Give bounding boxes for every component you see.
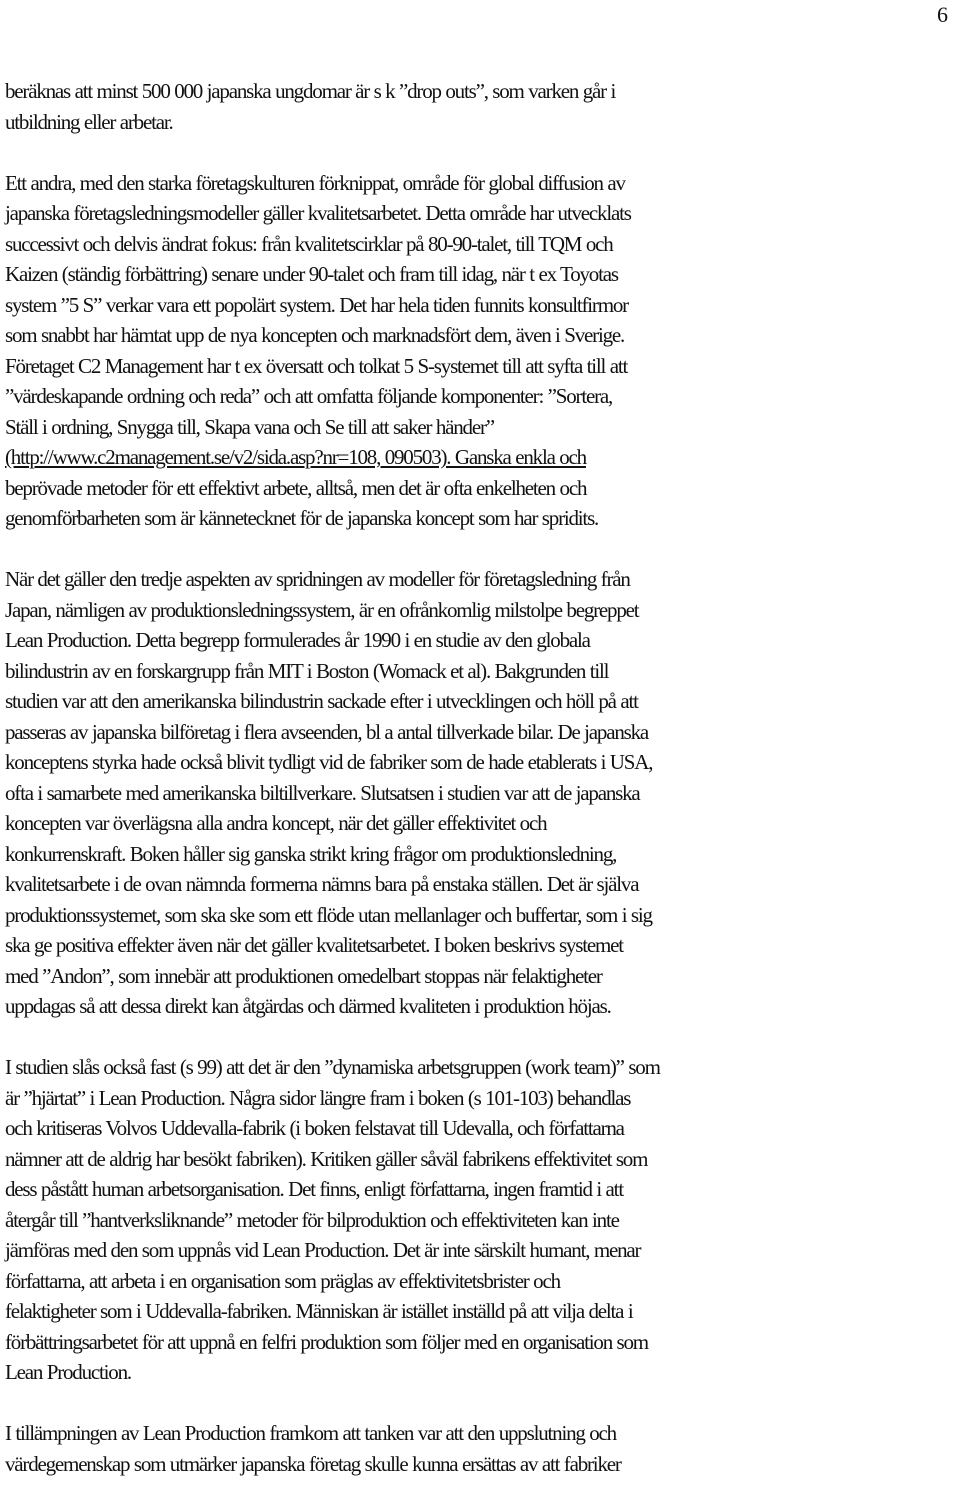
text-line: ”värdeskapande ordning och reda” och att omfatta följande komponenter: ”Sortera, [5, 384, 613, 408]
text-line: När det gäller den tredje aspekten av spridningen av modeller för företagsledning från [5, 567, 630, 591]
paragraph-work-team [5, 1052, 957, 1388]
text-line: Japan, nämligen av produktionsledningssystem, är en ofrånkomlig milstolpe begreppet [5, 597, 639, 622]
text-line: och kritiseras Volvos Uddevalla-fabrik (i boken felstavat till Udevalla, och författarna [5, 1116, 624, 1140]
reference-link-line[interactable]: (http://www.c2management.se/v2/sida.asp?nr=108, 090503). Ganska enkla och [5, 445, 586, 469]
text-line: Lean Production. [5, 1360, 131, 1384]
text-line: värdegemenskap som utmärker japanska företag skulle kunna ersättas av att fabriker [5, 1451, 621, 1476]
paragraph-lean-production [5, 564, 957, 1022]
text-line: med ”Andon”, som innebär att produktionen omedelbart stoppas när felaktigheter [5, 963, 602, 988]
text-line: produktionssystemet, som ska ske som ett flöde utan mellanlager och buffertar, som i sig [5, 902, 652, 927]
text-line: nämner att de aldrig har besökt fabriken). Kritiken gäller såväl fabrikens effektivitet som [5, 1146, 648, 1171]
document-body [5, 76, 957, 1510]
text-line: I studien slås också fast (s 99) att det är den ”dynamiska arbetsgruppen (work team)” som [5, 1055, 660, 1079]
text-line: felaktigheter som i Uddevalla-fabriken. Människan är istället inställd på att vilja delta i [5, 1299, 633, 1323]
text-line: passeras av japanska bilföretag i flera avseenden, bl a antal tillverkade bilar. De japanska [5, 719, 649, 744]
paragraph-drop-outs [5, 76, 957, 137]
paragraph-quality-work [5, 168, 957, 534]
text-line: återgår till ”hantverksliknande” metoder för bilproduktion och effektiviteten kan inte [5, 1207, 619, 1232]
text-line: koncepten var överlägsna alla andra koncept, när det gäller effektivitet och [5, 811, 547, 835]
text-line: ska ge positiva effekter även när det gäller kvalitetsarbetet. I boken beskrivs systemet [5, 933, 623, 957]
text-line: beprövade metoder för ett effektivt arbete, alltså, men det är ofta enkelheten och [5, 475, 587, 500]
text-line: är ”hjärtat” i Lean Production. Några sidor längre fram i boken (s 101-103) behandlas [5, 1085, 631, 1110]
text-line: utbildning eller arbetar. [5, 109, 173, 134]
text-line: konkurrenskraft. Boken håller sig ganska strikt kring frågor om produktionsledning, [5, 841, 617, 866]
text-line: beräknas att minst 500 000 japanska ungdomar är s k ”drop outs”, som varken går i [5, 79, 616, 103]
text-line: Ett andra, med den starka företagskulturen förknippat, område för global diffusion av [5, 170, 625, 195]
text-line: Ställ i ordning, Snygga till, Skapa vana och Se till att saker händer” [5, 414, 494, 439]
text-line: författarna, att arbeta i en organisation som präglas av effektivitetsbrister och [5, 1268, 560, 1293]
text-line: Företaget C2 Management har t ex översatt och tolkat 5 S-systemet till att syfta till att [5, 353, 628, 378]
text-line: ofta i samarbete med amerikanska biltillverkare. Slutsatsen i studien var att de japanska [5, 780, 640, 805]
text-line: konceptens styrka hade också blivit tydligt vid de fabriker som de hade etablerats i USA, [5, 750, 653, 774]
text-line: japanska företagsledningsmodeller gäller kvalitetsarbetet. Detta område har utvecklats [5, 201, 631, 225]
text-line: jämföras med den som uppnås vid Lean Production. Det är inte särskilt humant, menar [5, 1238, 641, 1262]
text-line: I tillämpningen av Lean Production framkom att tanken var att den uppslutning och [5, 1421, 616, 1445]
text-line: uppdagas så att dessa direkt kan åtgärdas och därmed kvaliteten i produktion höjas. [5, 994, 611, 1018]
text-line: förbättringsarbetet för att uppnå en felfri produktion som följer med en organisation som [5, 1329, 648, 1354]
text-line: bilindustrin av en forskargrupp från MIT i Boston (Womack et al). Bakgrunden till [5, 658, 609, 683]
text-line: system ”5 S” verkar vara ett popolärt system. Det har hela tiden funnits konsultfirmor [5, 292, 628, 317]
page-number: 6 [937, 2, 948, 27]
text-line: successivt och delvis ändrat fokus: från kvalitetscirklar på 80-90-talet, till TQM och [5, 231, 613, 256]
text-line: dess påstått human arbetsorganisation. Det finns, enligt författarna, ingen framtid i att [5, 1177, 623, 1201]
text-line: som snabbt har hämtat upp de nya koncepten och marknadsfört dem, även i Sverige. [5, 323, 625, 347]
paragraph-application [5, 1418, 957, 1479]
text-line: studien var att den amerikanska bilindustrin sackade efter i utvecklingen och höll på att [5, 689, 638, 713]
text-line: kvalitetsarbete i de ovan nämnda formerna nämns bara på enstaka ställen. Det är själva [5, 872, 639, 896]
text-line: genomförbarheten som är kännetecknet för de japanska koncept som har spridits. [5, 506, 599, 530]
text-line: Kaizen (ständig förbättring) senare under 90-talet och fram till idag, när t ex Toyotas [5, 262, 618, 286]
text-line: Lean Production. Detta begrepp formulerades år 1990 i en studie av den globala [5, 628, 590, 652]
